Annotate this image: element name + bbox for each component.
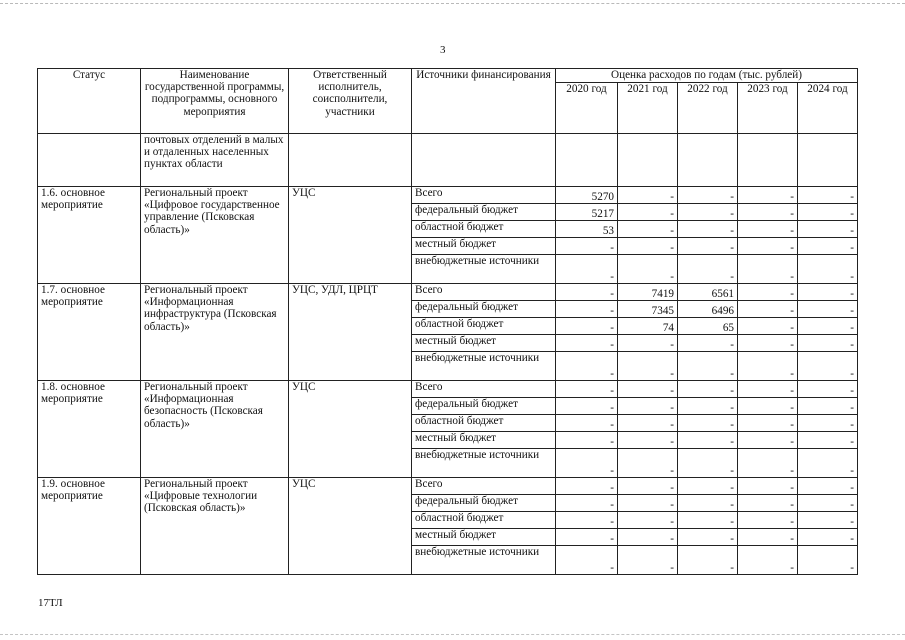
header-status: Статус — [38, 69, 141, 134]
value-cell: - — [556, 318, 618, 335]
table-row — [38, 187, 858, 204]
header-year: 2022 год — [678, 83, 738, 134]
value-cell: - — [678, 529, 738, 546]
value-cell: - — [556, 512, 618, 529]
value-cell: - — [556, 255, 618, 284]
page-number: 3 — [440, 44, 446, 56]
value-cell: - — [556, 529, 618, 546]
value-cell: - — [798, 415, 858, 432]
value-cell: - — [798, 352, 858, 381]
source-cell: областной бюджет — [412, 415, 556, 432]
value-cell: - — [678, 432, 738, 449]
value-cell: - — [798, 221, 858, 238]
value-cell: - — [556, 381, 618, 398]
value-cell: - — [618, 335, 678, 352]
value-cell: - — [798, 318, 858, 335]
value-cell: - — [678, 546, 738, 575]
value-cell: - — [678, 238, 738, 255]
value-cell: 5217 — [556, 204, 618, 221]
value-cell: - — [618, 529, 678, 546]
value-cell: - — [618, 204, 678, 221]
source-cell: областной бюджет — [412, 318, 556, 335]
value-cell: - — [798, 432, 858, 449]
value-cell: - — [678, 381, 738, 398]
source-cell: федеральный бюджет — [412, 301, 556, 318]
continuation-row — [38, 134, 858, 187]
value-cell: - — [738, 318, 798, 335]
source-cell: внебюджетные источники — [412, 449, 556, 478]
value-cell: - — [738, 415, 798, 432]
value-cell: - — [798, 187, 858, 204]
value-cell: - — [618, 546, 678, 575]
source-cell: местный бюджет — [412, 432, 556, 449]
value-cell: - — [678, 398, 738, 415]
header-sources: Источники финансирования — [412, 69, 556, 134]
value-cell: - — [798, 255, 858, 284]
expenditure-table — [37, 68, 858, 575]
value-cell: - — [798, 495, 858, 512]
source-cell: федеральный бюджет — [412, 495, 556, 512]
value-cell: - — [556, 335, 618, 352]
value-cell: - — [556, 398, 618, 415]
status-cell: 1.8. основное мероприятие — [38, 381, 141, 478]
value-cell: - — [618, 478, 678, 495]
value-cell: - — [738, 335, 798, 352]
value-cell: 7345 — [618, 301, 678, 318]
value-cell: - — [618, 255, 678, 284]
value-cell: - — [738, 301, 798, 318]
value-cell: - — [618, 221, 678, 238]
value-cell: - — [678, 255, 738, 284]
value-cell: - — [678, 495, 738, 512]
value-cell: - — [798, 529, 858, 546]
responsible-cell: УЦС — [289, 478, 412, 575]
scan-edge-bottom — [0, 634, 905, 635]
responsible-cell: УЦС — [289, 187, 412, 284]
value-cell: - — [556, 432, 618, 449]
status-cell: 1.7. основное мероприятие — [38, 284, 141, 381]
value-cell: - — [798, 238, 858, 255]
value-cell: - — [738, 238, 798, 255]
header-year: 2021 год — [618, 83, 678, 134]
value-cell: - — [678, 335, 738, 352]
name-cell: почтовых отделений в малых и отдаленных населенных пунктах области — [141, 134, 289, 187]
table-row — [38, 284, 858, 301]
value-cell — [618, 134, 678, 187]
value-cell: - — [738, 495, 798, 512]
source-cell: местный бюджет — [412, 529, 556, 546]
value-cell: 5270 — [556, 187, 618, 204]
status-cell: 1.9. основное мероприятие — [38, 478, 141, 575]
header-year: 2020 год — [556, 83, 618, 134]
value-cell: - — [618, 415, 678, 432]
status-cell — [38, 134, 141, 187]
source-cell: внебюджетные источники — [412, 255, 556, 284]
value-cell: - — [738, 187, 798, 204]
source-cell: областной бюджет — [412, 221, 556, 238]
source-cell — [412, 134, 556, 187]
header-year: 2023 год — [738, 83, 798, 134]
value-cell: - — [738, 449, 798, 478]
source-cell: Всего — [412, 478, 556, 495]
value-cell: - — [738, 381, 798, 398]
scan-edge-top — [0, 3, 905, 4]
source-cell: федеральный бюджет — [412, 398, 556, 415]
value-cell: - — [798, 546, 858, 575]
name-cell: Региональный проект «Цифровое государственное управление (Псковская область)» — [141, 187, 289, 284]
value-cell: - — [678, 512, 738, 529]
value-cell: 65 — [678, 318, 738, 335]
value-cell: - — [798, 398, 858, 415]
source-cell: местный бюджет — [412, 335, 556, 352]
source-cell: федеральный бюджет — [412, 204, 556, 221]
value-cell: - — [556, 546, 618, 575]
value-cell: - — [678, 221, 738, 238]
value-cell — [678, 134, 738, 187]
source-cell: внебюджетные источники — [412, 352, 556, 381]
name-cell: Региональный проект «Цифровые технологии (Псковская область)» — [141, 478, 289, 575]
header-responsible: Ответственный исполнитель, соисполнители, участники — [289, 69, 412, 134]
value-cell: - — [556, 478, 618, 495]
value-cell: - — [618, 495, 678, 512]
value-cell: - — [798, 449, 858, 478]
table-row — [38, 381, 858, 398]
value-cell: - — [618, 238, 678, 255]
value-cell: - — [678, 204, 738, 221]
value-cell: 7419 — [618, 284, 678, 301]
value-cell: - — [738, 398, 798, 415]
value-cell: 6496 — [678, 301, 738, 318]
value-cell: - — [738, 512, 798, 529]
value-cell — [556, 134, 618, 187]
value-cell: - — [556, 238, 618, 255]
value-cell: - — [618, 187, 678, 204]
value-cell: - — [738, 529, 798, 546]
value-cell: 74 — [618, 318, 678, 335]
value-cell: - — [556, 284, 618, 301]
table-row — [38, 478, 858, 495]
value-cell: - — [738, 284, 798, 301]
value-cell: - — [738, 221, 798, 238]
value-cell: - — [556, 495, 618, 512]
value-cell: - — [618, 352, 678, 381]
value-cell: - — [618, 398, 678, 415]
value-cell: - — [556, 352, 618, 381]
value-cell: - — [798, 284, 858, 301]
header-name: Наименование государственной программы, подпрограммы, основного мероприятия — [141, 69, 289, 134]
value-cell: - — [798, 478, 858, 495]
value-cell — [798, 134, 858, 187]
source-cell: Всего — [412, 381, 556, 398]
value-cell: - — [798, 335, 858, 352]
responsible-cell — [289, 134, 412, 187]
value-cell: - — [678, 478, 738, 495]
value-cell — [738, 134, 798, 187]
value-cell: - — [678, 415, 738, 432]
value-cell: - — [738, 255, 798, 284]
value-cell: - — [738, 204, 798, 221]
source-cell: областной бюджет — [412, 512, 556, 529]
value-cell: - — [738, 478, 798, 495]
responsible-cell: УЦС, УДЛ, ЦРЦТ — [289, 284, 412, 381]
value-cell: - — [618, 381, 678, 398]
value-cell: 53 — [556, 221, 618, 238]
footer-code: 17ТЛ — [38, 597, 63, 609]
status-cell: 1.6. основное мероприятие — [38, 187, 141, 284]
value-cell: - — [738, 432, 798, 449]
name-cell: Региональный проект «Информационная безопасность (Псковская область)» — [141, 381, 289, 478]
header-year: 2024 год — [798, 83, 858, 134]
source-cell: Всего — [412, 187, 556, 204]
value-cell: - — [738, 352, 798, 381]
value-cell: 6561 — [678, 284, 738, 301]
value-cell: - — [798, 381, 858, 398]
name-cell: Региональный проект «Информационная инфраструктура (Псковская область)» — [141, 284, 289, 381]
value-cell: - — [678, 187, 738, 204]
value-cell: - — [738, 546, 798, 575]
responsible-cell: УЦС — [289, 381, 412, 478]
source-cell: местный бюджет — [412, 238, 556, 255]
value-cell: - — [678, 449, 738, 478]
source-cell: Всего — [412, 284, 556, 301]
value-cell: - — [678, 352, 738, 381]
value-cell: - — [798, 301, 858, 318]
value-cell: - — [556, 449, 618, 478]
value-cell: - — [618, 449, 678, 478]
value-cell: - — [618, 432, 678, 449]
header-estimate: Оценка расходов по годам (тыс. рублей) — [556, 69, 858, 83]
value-cell: - — [798, 204, 858, 221]
value-cell: - — [798, 512, 858, 529]
value-cell: - — [618, 512, 678, 529]
value-cell: - — [556, 301, 618, 318]
value-cell: - — [556, 415, 618, 432]
source-cell: внебюджетные источники — [412, 546, 556, 575]
